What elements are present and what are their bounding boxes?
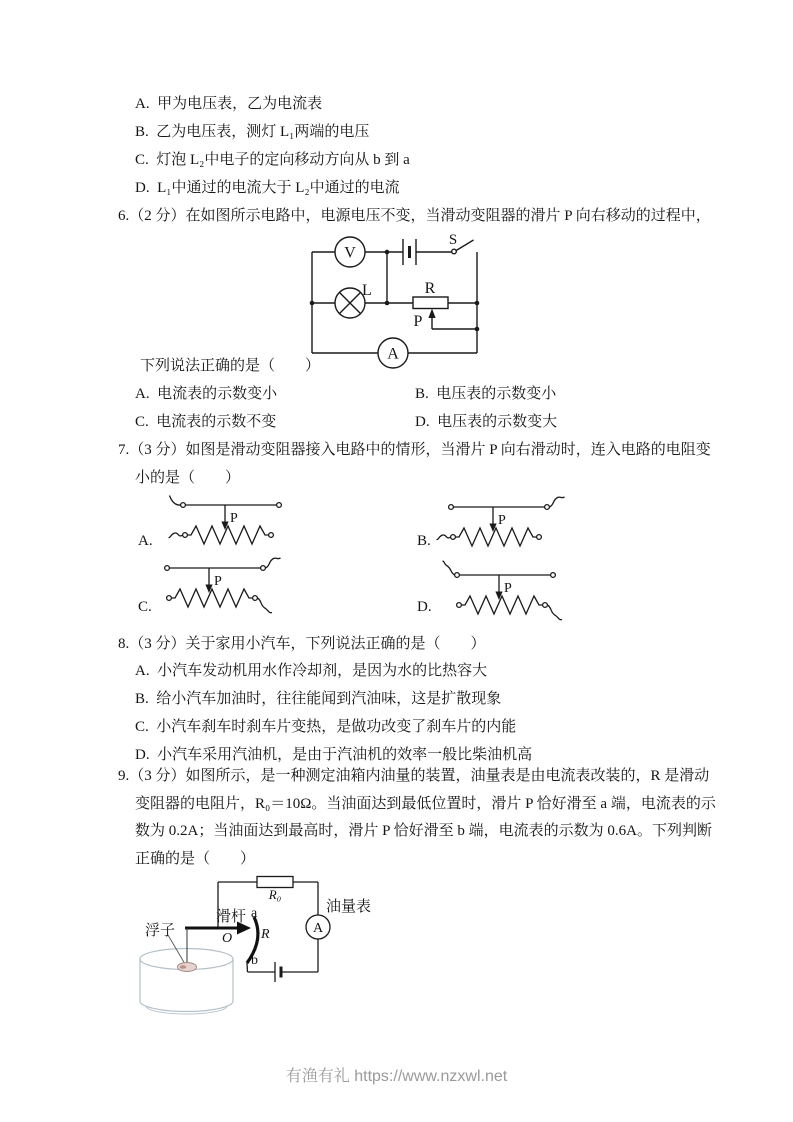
resistor-label: R (424, 280, 436, 297)
q8-stem: 8.（3 分）关于家用小汽车，下列说法正确的是（ ） (118, 636, 486, 652)
q7-diagram-d (441, 559, 576, 625)
lamp-icon (335, 288, 365, 318)
q7-label-c: C. (138, 599, 152, 615)
q6-option-a: A. 电流表的示数变小 (135, 386, 278, 402)
float-icon (178, 963, 197, 972)
resistor-zigzag (462, 596, 542, 614)
slider-label: P (214, 574, 222, 589)
switch-label: S (448, 232, 458, 248)
point-a-label: a (251, 906, 258, 921)
rod-label: 滑杆 (216, 909, 247, 925)
q7-label-a: A. (138, 533, 153, 549)
resistor-zigzag (172, 589, 252, 607)
q7-stem-line1: 7.（3 分）如图是滑动变阻器接入电路中的情形，当滑片 P 向右滑动时，连入电路的电阻变 (118, 442, 711, 458)
ammeter-label: A (312, 921, 324, 936)
q8-option-a: A. 小汽车发动机用水作冷却剂，是因为水的比热容大 (135, 663, 488, 679)
lead-wire (257, 598, 272, 613)
slider-label: P (413, 313, 423, 330)
lamp-label: L (362, 282, 372, 299)
slider-label: P (230, 511, 238, 526)
slider-label: P (498, 513, 506, 528)
resistor-zigzag (188, 526, 268, 544)
q7-diagram-b (435, 491, 570, 557)
rheostat-icon (413, 297, 477, 329)
lead-wire (170, 496, 181, 506)
pivot-label: O (222, 931, 233, 946)
lead-wire (547, 605, 562, 620)
resistance-label: R (261, 927, 270, 942)
q7-stem-line2: 小的是（ ） (135, 470, 241, 486)
q5-option-d: D. L₁中通过的电流大于 L₂中通过的电流 (135, 180, 400, 196)
float-label: 浮子 (145, 923, 176, 939)
q9-stem-line4: 正确的是（ ） (135, 851, 256, 867)
q7-diagram-a (167, 489, 302, 555)
lead-wire (437, 535, 451, 540)
q5-option-b: B. 乙为电压表，测灯 L₁两端的电压 (135, 124, 370, 140)
q5-option-c: C. 灯泡 L₂中电子的定向移动方向从 b 到 a (135, 152, 410, 168)
lead-wire (265, 558, 280, 568)
voltmeter-label: V (344, 244, 356, 262)
footer-watermark: 有渔有礼 https://www.nzxwl.net (285, 1068, 508, 1085)
q5-option-a: A. 甲为电压表，乙为电流表 (135, 96, 323, 112)
q6-stem: 6.（2 分）在如图所示电路中，电源电压不变，当滑动变阻器的滑片 P 向右移动的过程中， (118, 208, 711, 224)
q7-label-b: B. (417, 533, 431, 549)
q6-circuit-diagram (300, 225, 490, 375)
slider-label: P (504, 581, 512, 596)
q6-option-b: B. 电压表的示数变小 (415, 386, 557, 402)
q9-fuel-gauge-diagram (130, 865, 400, 1020)
battery-icon (275, 962, 281, 982)
fixed-resistor-icon (257, 877, 293, 888)
q6-option-d: D. 电压表的示数变大 (415, 414, 558, 430)
junction-dots (310, 250, 480, 332)
q9-stem-line3: 数为 0.2A；当油面达到最高时，滑片 P 恰好滑至 b 端，电流表的示数为 0.6A。下列判断 (135, 823, 712, 839)
q9-stem-line1: 9.（3 分）如图所示，是一种测定油箱内油量的装置，油量表是由电流表改装的，R 是滑动 (118, 768, 710, 784)
slider-arrow (428, 309, 435, 319)
lead-wire (169, 533, 183, 538)
ammeter-label: A (387, 345, 399, 363)
battery-icon (403, 239, 416, 265)
lead-wire (443, 561, 455, 575)
q8-option-c: C. 小汽车刹车时刹车片变热，是做功改变了刹车片的内能 (135, 719, 517, 735)
q6-option-c: C. 电流表的示数不变 (135, 414, 277, 430)
q7-diagram-c (151, 552, 286, 618)
q8-option-b: B. 给小汽车加油时，往往能闻到汽油味，这是扩散现象 (135, 691, 502, 707)
fixed-resistor-label: R₀ (268, 887, 282, 902)
lead-wire (549, 497, 564, 507)
q7-label-d: D. (417, 599, 432, 615)
q8-option-d: D. 小汽车采用汽油机，是由于汽油机的效率一般比柴油机高 (135, 747, 533, 763)
point-b-label: b (251, 953, 258, 968)
q6-stem2: 下列说法正确的是（ ） (140, 358, 321, 374)
resistor-zigzag (456, 528, 536, 546)
q9-stem-line2: 变阻器的电阻片，R₀＝10Ω。当油面达到最低位置时，滑片 P 恰好滑至 a 端，电流表的示 (135, 796, 716, 812)
gauge-label: 油量表 (326, 899, 372, 915)
